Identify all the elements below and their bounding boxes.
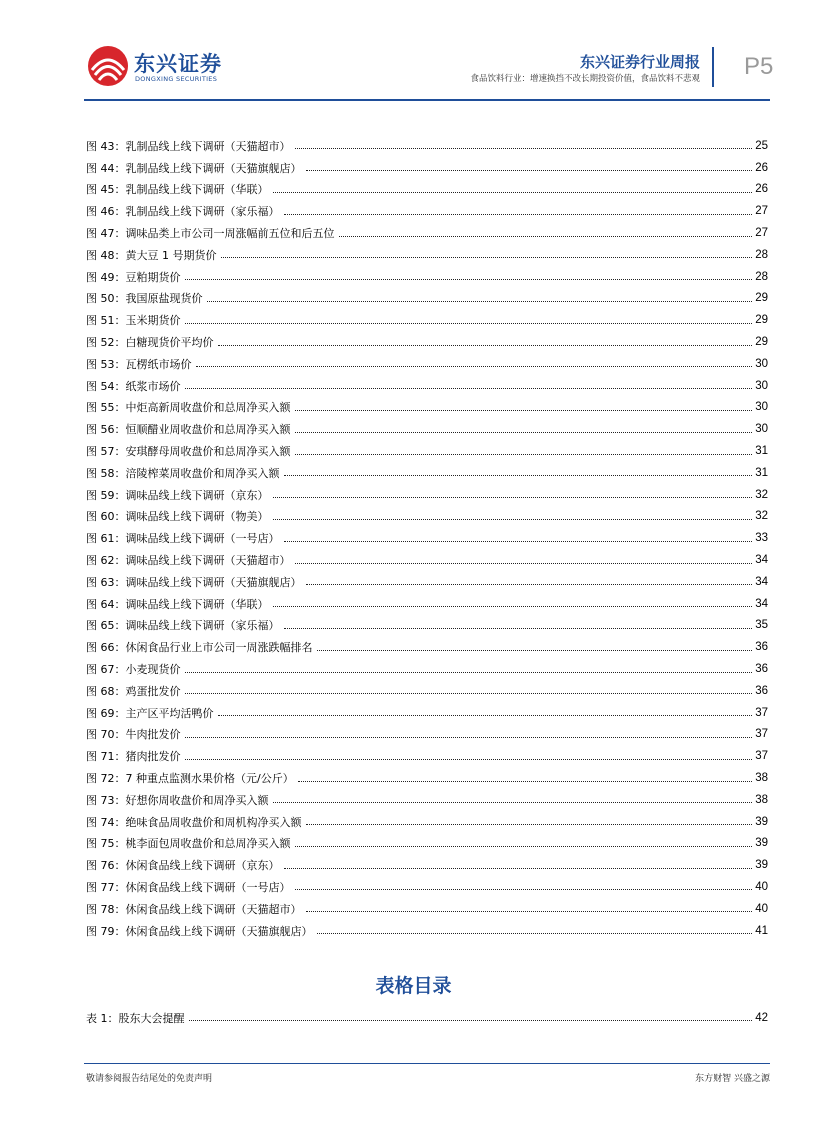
toc-entry[interactable]	[86, 833, 768, 855]
toc-entry-label: 图 69：主产区平均活鸭价	[86, 706, 214, 720]
toc-entry-label: 图 63：调味品线上线下调研（天猫旗舰店）	[86, 575, 302, 589]
toc-leader-dots	[298, 781, 753, 782]
header-rule	[84, 99, 770, 101]
toc-entry-label: 图 55：中炬高新周收盘价和总周净买入额	[86, 401, 291, 415]
toc-entry-page: 26	[755, 183, 768, 196]
toc-entry-label: 图 48：黄大豆 1 号期货价	[86, 248, 217, 262]
toc-entry[interactable]	[86, 353, 768, 375]
toc-entry[interactable]	[86, 288, 768, 310]
toc-leader-dots	[185, 672, 753, 673]
footer-disclaimer: 敬请参阅报告结尾处的免责声明	[86, 1074, 213, 1084]
toc-entry-label: 图 70：牛肉批发价	[86, 728, 181, 742]
toc-entry-page: 39	[755, 837, 768, 850]
toc-entry[interactable]	[86, 1007, 768, 1029]
toc-entry-label: 图 71：猪肉批发价	[86, 750, 181, 764]
toc-leader-dots	[295, 889, 753, 890]
toc-entry-label: 图 65：调味品线上线下调研（家乐福）	[86, 619, 280, 633]
toc-leader-dots	[306, 584, 753, 585]
toc-entry-page: 41	[755, 924, 768, 937]
toc-leader-dots	[306, 911, 753, 912]
toc-entry-page: 40	[755, 902, 768, 915]
toc-entry-label: 图 58：涪陵榨菜周收盘价和周净买入额	[86, 466, 280, 480]
toc-entry[interactable]	[86, 658, 768, 680]
table-toc-list	[86, 1007, 768, 1029]
toc-leader-dots	[284, 475, 753, 476]
toc-leader-dots	[185, 388, 753, 389]
toc-entry-label: 图 54：纸浆市场价	[86, 379, 181, 393]
toc-entry-label: 图 79：休闲食品线上线下调研（天猫旗舰店）	[86, 924, 313, 938]
toc-entry-page: 36	[755, 684, 768, 697]
report-subtitle: 食品饮料行业：增速换挡不改长期投资价值，食品饮料不悲观	[470, 74, 700, 84]
toc-entry[interactable]	[86, 745, 768, 767]
toc-entry-label: 图 64：调味品线上线下调研（华联）	[86, 597, 269, 611]
toc-entry[interactable]	[86, 898, 768, 920]
toc-entry[interactable]	[86, 789, 768, 811]
toc-entry[interactable]	[86, 331, 768, 353]
toc-entry-label: 图 74：绝味食品周收盘价和周机构净买入额	[86, 815, 302, 829]
toc-entry-page: 31	[755, 466, 768, 479]
toc-leader-dots	[218, 715, 753, 716]
toc-entry[interactable]	[86, 920, 768, 942]
toc-entry-page: 39	[755, 815, 768, 828]
toc-entry[interactable]	[86, 854, 768, 876]
toc-entry-page: 34	[755, 575, 768, 588]
toc-entry-page: 39	[755, 859, 768, 872]
header-divider	[712, 47, 714, 87]
toc-entry[interactable]	[86, 462, 768, 484]
toc-entry[interactable]	[86, 680, 768, 702]
toc-leader-dots	[196, 366, 753, 367]
toc-leader-dots	[306, 824, 753, 825]
toc-entry-label: 图 78：休闲食品线上线下调研（天猫超市）	[86, 902, 302, 916]
toc-entry-page: 28	[755, 270, 768, 283]
report-title: 东兴证券行业周报	[579, 53, 700, 71]
toc-entry-label: 图 59：调味品线上线下调研（京东）	[86, 488, 269, 502]
toc-leader-dots	[284, 628, 753, 629]
toc-entry-label: 图 73：好想你周收盘价和周净买入额	[86, 793, 269, 807]
page-number: P5	[744, 53, 774, 80]
toc-entry-page: 30	[755, 401, 768, 414]
toc-leader-dots	[185, 693, 753, 694]
toc-entry-label: 图 49：豆粕期货价	[86, 270, 181, 284]
footer-slogan: 东方财智 兴盛之源	[695, 1074, 770, 1084]
toc-entry[interactable]	[86, 702, 768, 724]
toc-entry-page: 30	[755, 379, 768, 392]
toc-entry-page: 29	[755, 336, 768, 349]
toc-entry[interactable]	[86, 440, 768, 462]
toc-entry[interactable]	[86, 484, 768, 506]
toc-entry-label: 图 60：调味品线上线下调研（物美）	[86, 510, 269, 524]
toc-entry-page: 29	[755, 292, 768, 305]
toc-entry-label: 图 77：休闲食品线上线下调研（一号店）	[86, 880, 291, 894]
dongxing-logo-icon	[86, 44, 130, 88]
toc-leader-dots	[273, 519, 753, 520]
toc-entry-page: 38	[755, 793, 768, 806]
toc-entry[interactable]	[86, 571, 768, 593]
toc-entry[interactable]	[86, 157, 768, 179]
toc-entry-page: 32	[755, 510, 768, 523]
toc-entry[interactable]	[86, 418, 768, 440]
toc-entry[interactable]	[86, 811, 768, 833]
toc-entry-label: 图 57：安琪酵母周收盘价和总周净买入额	[86, 445, 291, 459]
toc-entry[interactable]	[86, 876, 768, 898]
toc-entry-page: 26	[755, 161, 768, 174]
toc-entry-label: 图 62：调味品线上线下调研（天猫超市）	[86, 554, 291, 568]
toc-entry[interactable]	[86, 179, 768, 201]
toc-leader-dots	[273, 802, 753, 803]
toc-entry[interactable]	[86, 309, 768, 331]
toc-entry[interactable]	[86, 767, 768, 789]
toc-entry-label: 图 56：恒顺醋业周收盘价和总周净买入额	[86, 423, 291, 437]
toc-entry[interactable]	[86, 266, 768, 288]
toc-entry-label: 图 51：玉米期货价	[86, 314, 181, 328]
toc-entry-page: 25	[755, 139, 768, 152]
company-logo	[86, 44, 246, 88]
toc-leader-dots	[306, 170, 753, 171]
toc-leader-dots	[273, 606, 753, 607]
toc-leader-dots	[185, 759, 753, 760]
toc-entry[interactable]	[86, 506, 768, 528]
toc-entry-label: 图 66：休闲食品行业上市公司一周涨跌幅排名	[86, 641, 313, 655]
toc-entry-label: 图 53：瓦楞纸市场价	[86, 357, 192, 371]
toc-entry[interactable]	[86, 135, 768, 157]
toc-leader-dots	[273, 497, 753, 498]
toc-entry-page: 37	[755, 750, 768, 763]
toc-entry-page: 37	[755, 728, 768, 741]
toc-entry-page: 34	[755, 554, 768, 567]
toc-leader-dots	[295, 563, 753, 564]
page-header	[0, 0, 827, 110]
footer-rule	[84, 1063, 770, 1064]
toc-entry-page: 36	[755, 663, 768, 676]
toc-leader-dots	[295, 148, 753, 149]
figure-toc-list	[86, 135, 768, 941]
toc-leader-dots	[295, 432, 753, 433]
toc-entry-page: 30	[755, 357, 768, 370]
toc-entry-page: 42	[755, 1011, 768, 1024]
toc-entry-label: 图 45：乳制品线上线下调研（华联）	[86, 183, 269, 197]
toc-entry[interactable]	[86, 724, 768, 746]
toc-entry-label: 图 61：调味品线上线下调研（一号店）	[86, 532, 280, 546]
logo-text: 东兴证券	[134, 52, 222, 76]
toc-entry-page: 37	[755, 706, 768, 719]
toc-entry[interactable]	[86, 549, 768, 571]
toc-entry[interactable]	[86, 397, 768, 419]
toc-leader-dots	[189, 1020, 753, 1021]
toc-entry-label: 图 44：乳制品线上线下调研（天猫旗舰店）	[86, 161, 302, 175]
toc-leader-dots	[185, 279, 753, 280]
toc-entry[interactable]	[86, 222, 768, 244]
toc-entry[interactable]	[86, 593, 768, 615]
toc-leader-dots	[185, 323, 753, 324]
toc-entry-page: 34	[755, 597, 768, 610]
toc-entry-page: 35	[755, 619, 768, 632]
toc-entry-label: 图 52：白糖现货价平均价	[86, 336, 214, 350]
toc-leader-dots	[221, 257, 753, 258]
toc-leader-dots	[284, 868, 753, 869]
toc-leader-dots	[284, 214, 753, 215]
toc-entry-page: 32	[755, 488, 768, 501]
toc-entry-page: 27	[755, 227, 768, 240]
toc-entry[interactable]	[86, 375, 768, 397]
table-toc-title: 表格目录	[375, 975, 452, 997]
toc-entry[interactable]	[86, 636, 768, 658]
toc-leader-dots	[207, 301, 753, 302]
toc-leader-dots	[295, 846, 753, 847]
toc-entry-label: 图 75：桃李面包周收盘价和总周净买入额	[86, 837, 291, 851]
toc-entry[interactable]	[86, 527, 768, 549]
toc-entry-label: 图 46：乳制品线上线下调研（家乐福）	[86, 205, 280, 219]
toc-entry-label: 图 50：我国原盐现货价	[86, 292, 203, 306]
toc-entry[interactable]	[86, 244, 768, 266]
toc-entry-page: 28	[755, 248, 768, 261]
toc-entry-label: 图 72：7 种重点监测水果价格（元/公斤）	[86, 772, 294, 785]
toc-leader-dots	[339, 236, 753, 237]
toc-leader-dots	[295, 410, 753, 411]
toc-entry[interactable]	[86, 200, 768, 222]
logo-subtext: DONGXING SECURITIES	[135, 75, 218, 83]
toc-entry-page: 27	[755, 205, 768, 218]
toc-entry-page: 38	[755, 772, 768, 784]
toc-entry-label: 图 67：小麦现货价	[86, 663, 181, 677]
toc-entry-label: 图 47：调味品类上市公司一周涨幅前五位和后五位	[86, 227, 335, 241]
toc-entry-page: 40	[755, 880, 768, 893]
toc-entry-page: 30	[755, 423, 768, 436]
toc-leader-dots	[317, 650, 753, 651]
toc-leader-dots	[185, 737, 753, 738]
toc-leader-dots	[218, 345, 753, 346]
toc-entry-page: 33	[755, 532, 768, 545]
toc-entry-label: 图 76：休闲食品线上线下调研（京东）	[86, 859, 280, 873]
toc-entry-label: 图 68：鸡蛋批发价	[86, 684, 181, 698]
toc-leader-dots	[317, 933, 753, 934]
toc-leader-dots	[295, 454, 753, 455]
toc-entry-page: 36	[755, 641, 768, 654]
toc-entry-page: 29	[755, 314, 768, 327]
toc-entry[interactable]	[86, 615, 768, 637]
toc-entry-page: 31	[755, 445, 768, 458]
toc-entry-label: 图 43：乳制品线上线下调研（天猫超市）	[86, 139, 291, 153]
toc-leader-dots	[284, 541, 753, 542]
toc-entry-label: 表 1：股东大会提醒	[86, 1011, 185, 1025]
toc-leader-dots	[273, 192, 753, 193]
